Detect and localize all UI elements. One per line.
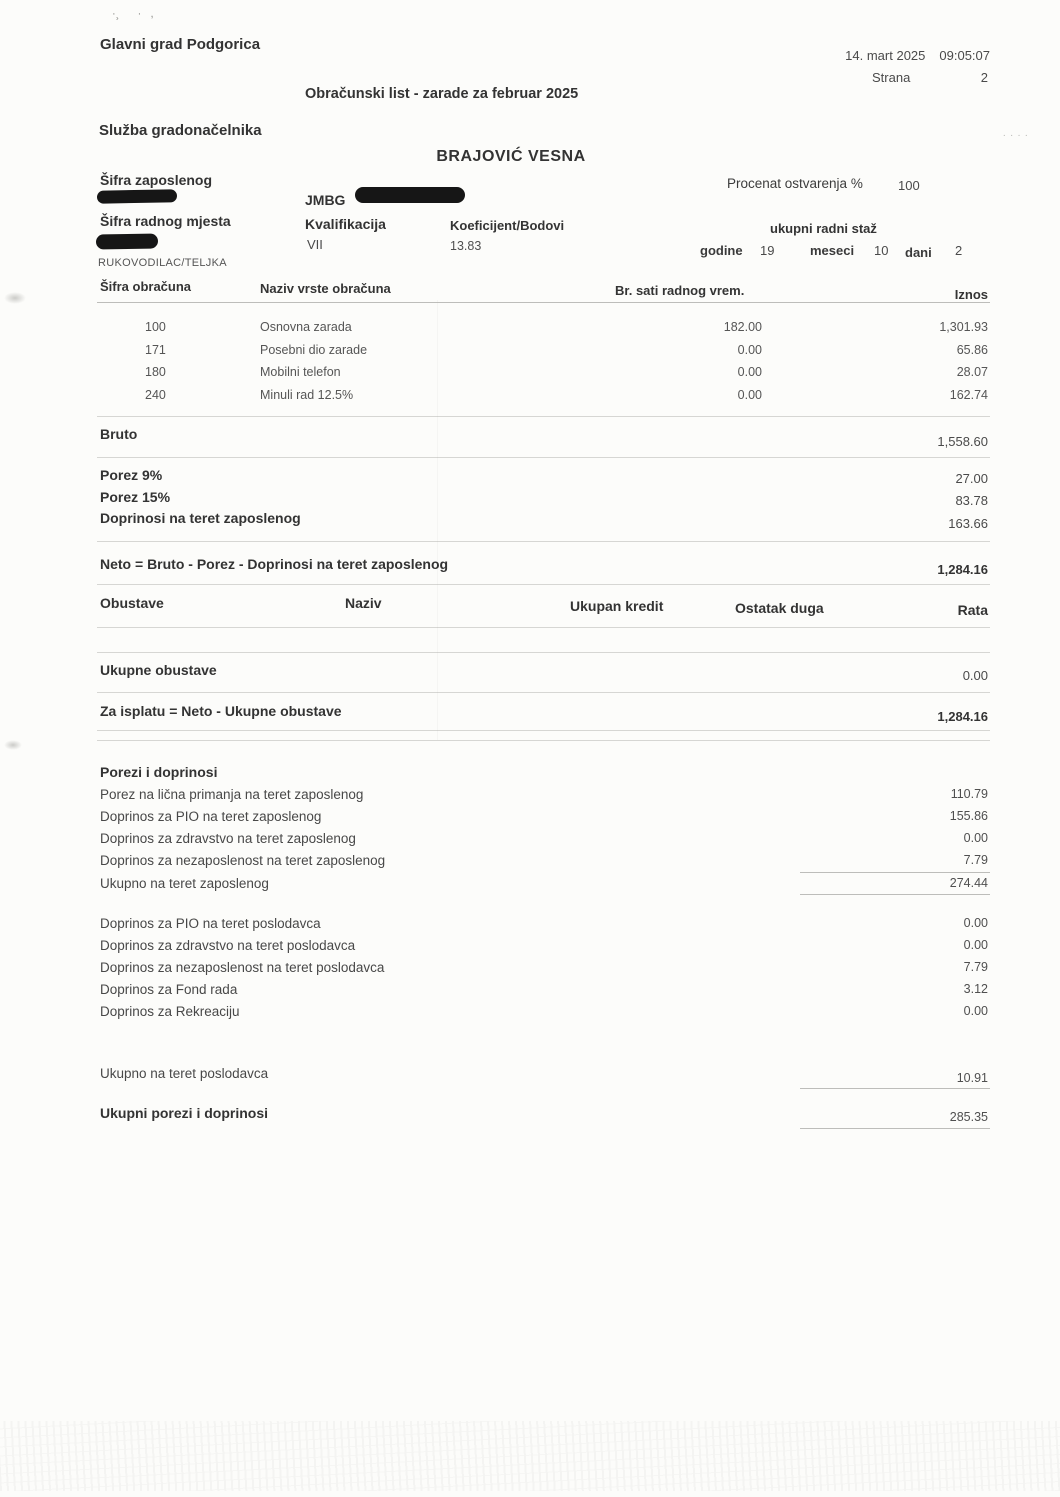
tax-row-value: 0.00 [963, 938, 988, 952]
position-title: RUKOVODILAC/TELJKA [98, 257, 227, 269]
grand-total-row [100, 1105, 988, 1125]
earnings-amount: 28.07 [956, 365, 988, 379]
tax-row [100, 831, 988, 851]
department-name: Služba gradonačelnika [99, 122, 262, 139]
tax-row-label: Doprinos za zdravstvo na teret poslodavca [100, 938, 356, 953]
deductions-column-ostatak-duga: Ostatak duga [735, 600, 824, 616]
tax-row [100, 938, 988, 958]
taxes-section-title: Porezi i doprinosi [100, 764, 218, 780]
coefficient-value: 13.83 [450, 239, 482, 253]
earnings-code: 100 [145, 320, 166, 334]
total-deductions-label: Ukupne obustave [100, 662, 217, 678]
bruto-label: Bruto [100, 426, 138, 442]
employee-total-label: Ukupno na teret zaposlenog [100, 876, 269, 891]
column-header-hours: Br. sati radnog vrem. [615, 283, 745, 298]
print-time: 09:05:07 [939, 48, 990, 63]
earnings-amount: 1,301.93 [939, 320, 988, 334]
divider [800, 894, 990, 895]
job-code-label: Šifra radnog mjesta [100, 213, 231, 229]
earnings-hours: 0.00 [737, 388, 762, 402]
qualification-value: VII [307, 237, 323, 252]
deductions-column-naziv: Naziv [345, 595, 382, 611]
payout-label: Za isplatu = Neto - Ukupne obustave [100, 703, 342, 719]
divider [97, 730, 990, 731]
tax-row-label: Doprinos za PIO na teret poslodavca [100, 916, 321, 931]
years-label: godine [700, 243, 743, 258]
tax-row-label: Doprinos za zdravstvo na teret zaposlenog [100, 831, 356, 846]
tax-row [100, 916, 988, 936]
column-header-name: Naziv vrste obračuna [260, 281, 391, 296]
deductions-column-obustave: Obustave [100, 595, 164, 611]
divider [97, 302, 990, 303]
earnings-hours: 0.00 [737, 343, 762, 357]
page-number: 2 [980, 70, 988, 85]
years-value: 19 [760, 243, 775, 258]
divider [97, 692, 990, 693]
earnings-row [0, 343, 1060, 361]
divider [97, 584, 990, 585]
earnings-row [0, 365, 1060, 383]
tax-row-label: Porez na lična primanja na teret zaposlenog [100, 787, 364, 802]
tax-row-value: 110.79 [950, 787, 988, 801]
tax-row-value: 3.12 [963, 982, 988, 996]
divider [800, 872, 990, 873]
payout-value: 1,284.16 [937, 709, 988, 724]
scan-artifact: ·¸ · , [112, 8, 154, 20]
earnings-code: 171 [145, 343, 166, 357]
grand-total-value: 285.35 [949, 1110, 988, 1124]
days-label: dani [905, 245, 932, 260]
coefficient-label: Koeficijent/Bodovi [450, 218, 565, 233]
employee-total-row [100, 876, 988, 896]
tax-row [100, 982, 988, 1002]
tax9-value: 27.00 [955, 471, 988, 486]
scan-artifact: ···· [1002, 130, 1032, 141]
tax-row-value: 7.79 [963, 960, 988, 974]
employer-total-value: 10.91 [956, 1071, 988, 1085]
earnings-amount: 162.74 [949, 388, 988, 402]
percent-achieved-value: 100 [898, 178, 920, 193]
employee-code-label: Šifra zaposlenog [100, 172, 213, 188]
employee-total-value: 274.44 [949, 876, 988, 890]
tax-row [100, 809, 988, 829]
divider [97, 627, 990, 628]
employee-contributions-value: 163.66 [948, 516, 988, 531]
tax15-value: 83.78 [955, 493, 988, 508]
percent-achieved-label: Procenat ostvarenja % [727, 176, 863, 191]
employee-contributions-label: Doprinosi na teret zaposlenog [100, 510, 301, 526]
tax-row [100, 960, 988, 980]
divider [97, 652, 990, 653]
bruto-value: 1,558.60 [937, 434, 988, 449]
earnings-hours: 182.00 [723, 320, 762, 334]
earnings-name: Minuli rad 12.5% [260, 388, 354, 402]
tax9-label: Porez 9% [100, 467, 163, 483]
tax15-label: Porez 15% [100, 489, 171, 505]
tax-row [100, 787, 988, 807]
tax-row-label: Doprinos za Rekreaciju [100, 1004, 240, 1019]
tax-row-value: 0.00 [963, 916, 988, 930]
document-title: Obračunski list - zarade za februar 2025 [305, 86, 579, 102]
deductions-column-rata: Rata [957, 602, 988, 618]
divider [800, 1088, 990, 1089]
divider [97, 457, 990, 458]
column-header-amount: Iznos [954, 287, 988, 302]
earnings-hours: 0.00 [737, 365, 762, 379]
earnings-name: Osnovna zarada [260, 320, 352, 334]
redacted-jmbg [355, 187, 465, 203]
grand-total-label: Ukupni porezi i doprinosi [100, 1105, 268, 1121]
earnings-code: 180 [145, 365, 166, 379]
tax-row-value: 7.79 [963, 853, 988, 867]
total-deductions-value: 0.00 [962, 668, 988, 683]
tax-row-label: Doprinos za nezaposlenost na teret zaposlenog [100, 853, 386, 868]
earnings-code: 240 [145, 388, 166, 402]
divider [97, 740, 990, 741]
deductions-column-ukupan-kredit: Ukupan kredit [570, 598, 664, 614]
tax-row-value: 155.86 [949, 809, 988, 823]
scan-artifact [4, 740, 22, 750]
column-header-code: Šifra obračuna [100, 279, 192, 294]
earnings-name: Posebni dio zarade [260, 343, 368, 357]
org-name: Glavni grad Podgorica [100, 36, 261, 53]
tax-row-value: 0.00 [963, 831, 988, 845]
divider [97, 416, 990, 417]
earnings-name: Mobilni telefon [260, 365, 341, 379]
qualification-label: Kvalifikacija [305, 216, 386, 232]
divider [800, 1128, 990, 1129]
employer-total-label: Ukupno na teret poslodavca [100, 1066, 269, 1081]
divider [97, 541, 990, 542]
tax-row [100, 1004, 988, 1024]
jmbg-label: JMBG [305, 192, 346, 208]
earnings-row [0, 388, 1060, 406]
months-value: 10 [874, 243, 889, 258]
redacted-job-code [96, 233, 158, 249]
earnings-row [0, 320, 1060, 338]
employer-total-row [100, 1066, 988, 1086]
tax-row-label: Doprinos za nezaposlenost na teret poslodavca [100, 960, 385, 975]
page-number-label: Strana [872, 70, 911, 85]
tax-row-value: 0.00 [963, 1004, 988, 1018]
neto-label: Neto = Bruto - Porez - Doprinosi na teret zaposlenog [100, 556, 449, 572]
tax-row [100, 853, 988, 873]
neto-value: 1,284.16 [937, 562, 988, 577]
months-label: meseci [810, 243, 855, 258]
days-value: 2 [955, 243, 963, 258]
tax-row-label: Doprinos za PIO na teret zaposlenog [100, 809, 322, 824]
tax-row-label: Doprinos za Fond rada [100, 982, 238, 997]
scan-artifact [4, 292, 26, 304]
work-experience-label: ukupni radni staž [770, 221, 877, 236]
earnings-amount: 65.86 [956, 343, 988, 357]
print-date: 14. mart 2025 [845, 48, 926, 63]
employee-name: BRAJOVIĆ VESNA [436, 148, 586, 165]
redacted-employee-code [97, 189, 177, 203]
scan-artifact [0, 1421, 1060, 1491]
